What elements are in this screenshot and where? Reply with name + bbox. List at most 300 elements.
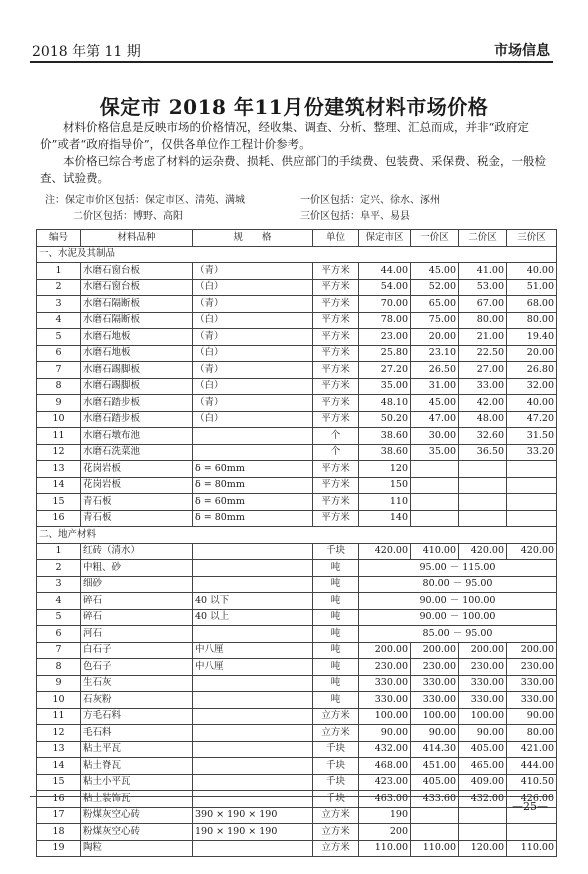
price-zone-2: 409.00 (459, 774, 507, 791)
page-title: 保定市 2018 年11月份建筑材料市场价格 (99, 95, 489, 119)
material-spec: （白） (193, 312, 313, 329)
price-zone-2: 330.00 (459, 692, 507, 709)
price-city: 35.00 (359, 378, 411, 395)
row-number: 11 (37, 428, 81, 445)
price-zone-3: 51.00 (507, 279, 557, 296)
table-header-row (37, 230, 557, 247)
section-row (37, 527, 557, 544)
price-zone-3: 40.00 (507, 395, 557, 412)
price-zone-2 (459, 461, 507, 478)
price-city: 90.00 (359, 725, 411, 742)
price-range: 80.00 － 95.00 (359, 576, 557, 593)
price-city: 78.00 (359, 312, 411, 329)
price-zone-1: 230.00 (411, 659, 459, 676)
table-row (37, 263, 557, 280)
material-unit: 平方米 (313, 329, 359, 346)
material-name: 粘土装饰瓦 (81, 791, 193, 808)
price-city: 110 (359, 494, 411, 511)
price-zone-2: 32.60 (459, 428, 507, 445)
material-unit: 个 (313, 428, 359, 445)
row-number: 5 (37, 329, 81, 346)
price-city: 50.20 (359, 411, 411, 428)
material-name: 中粗、砂 (81, 560, 193, 577)
material-spec: 40 以上 (193, 609, 313, 626)
price-zone-3 (507, 510, 557, 527)
price-zone-2: 465.00 (459, 758, 507, 775)
row-number: 4 (37, 312, 81, 329)
material-name: 水磨石踢脚板 (81, 378, 193, 395)
material-name: 水磨石踏步板 (81, 395, 193, 412)
price-zone-2: 120.00 (459, 840, 507, 857)
material-spec (193, 708, 313, 725)
material-name: 粘土脊瓦 (81, 758, 193, 775)
row-number: 3 (37, 296, 81, 313)
row-number: 12 (37, 725, 81, 742)
price-zone-3: 444.00 (507, 758, 557, 775)
price-zone-3: 33.20 (507, 444, 557, 461)
price-zone-1 (411, 477, 459, 494)
material-spec: （白） (193, 411, 313, 428)
material-unit: 平方米 (313, 345, 359, 362)
material-name: 水磨石窗台板 (81, 279, 193, 296)
material-spec: （青） (193, 296, 313, 313)
row-number: 6 (37, 626, 81, 643)
material-unit: 千块 (313, 791, 359, 808)
price-city: 200.00 (359, 642, 411, 659)
row-number: 14 (37, 477, 81, 494)
table-row (37, 824, 557, 841)
material-unit: 吨 (313, 560, 359, 577)
header-material: 材料品种 (81, 230, 193, 247)
material-name: 粘土小平瓦 (81, 774, 193, 791)
price-zone-1: 110.00 (411, 840, 459, 857)
price-city: 25.80 (359, 345, 411, 362)
price-zone-2: 230.00 (459, 659, 507, 676)
material-unit: 平方米 (313, 461, 359, 478)
price-zone-3: 20.00 (507, 345, 557, 362)
material-spec: （青） (193, 395, 313, 412)
material-name: 碎石 (81, 609, 193, 626)
section-row (37, 246, 557, 263)
intro-paragraph-1: 材料价格信息是反映市场的价格情况，经收集、调查、分析、整理、汇总而成，并非“政府定价”或者“政府指导价”，仅供各单位作工程计价参考。 (40, 120, 529, 151)
price-zone-1 (411, 494, 459, 511)
price-zone-1: 330.00 (411, 675, 459, 692)
price-zone-2: 330.00 (459, 675, 507, 692)
material-spec: （白） (193, 279, 313, 296)
material-name: 粉煤灰空心砖 (81, 807, 193, 824)
price-city: 420.00 (359, 543, 411, 560)
material-name: 粘土平瓦 (81, 741, 193, 758)
material-unit: 平方米 (313, 510, 359, 527)
price-zone-1 (411, 807, 459, 824)
price-zone-2: 42.00 (459, 395, 507, 412)
material-name: 水磨石踏步板 (81, 411, 193, 428)
intro-text (40, 119, 550, 187)
price-zone-3: 26.80 (507, 362, 557, 379)
intro-paragraph-2: 本价格已综合考虑了材料的运杂费、损耗、供应部门的手续费、包装费、采保费、税金，一般检查、试验费。 (40, 154, 546, 185)
material-unit: 千块 (313, 774, 359, 791)
material-name: 水磨石隔断板 (81, 312, 193, 329)
price-zone-2: 21.00 (459, 329, 507, 346)
price-zone-2 (459, 477, 507, 494)
price-zone-2 (459, 510, 507, 527)
price-zone-1: 330.00 (411, 692, 459, 709)
note-city-zone: 注：保定市价区包括：保定市区、清苑、满城 (45, 195, 245, 206)
price-zone-1: 47.00 (411, 411, 459, 428)
table-row (37, 609, 557, 626)
note-zone-3: 三价区包括：阜平、易县 (300, 211, 410, 222)
header-unit: 单位 (313, 230, 359, 247)
row-number: 14 (37, 758, 81, 775)
price-zone-3: 68.00 (507, 296, 557, 313)
table-row (37, 807, 557, 824)
price-zone-1: 52.00 (411, 279, 459, 296)
row-number: 13 (37, 741, 81, 758)
table-row (37, 345, 557, 362)
material-spec: 中八厘 (193, 659, 313, 676)
material-spec: 40 以下 (193, 593, 313, 610)
row-number: 3 (37, 576, 81, 593)
price-city: 190 (359, 807, 411, 824)
material-unit: 平方米 (313, 312, 359, 329)
price-zone-1: 410.00 (411, 543, 459, 560)
price-zone-1 (411, 461, 459, 478)
price-zone-2: 420.00 (459, 543, 507, 560)
price-city: 200 (359, 824, 411, 841)
row-number: 5 (37, 609, 81, 626)
row-number: 15 (37, 494, 81, 511)
material-name: 碎石 (81, 593, 193, 610)
table-row (37, 329, 557, 346)
price-zone-2 (459, 494, 507, 511)
material-unit: 平方米 (313, 378, 359, 395)
material-unit: 千块 (313, 758, 359, 775)
price-zone-1 (411, 824, 459, 841)
row-number: 15 (37, 774, 81, 791)
price-city: 463.00 (359, 791, 411, 808)
table-row (37, 411, 557, 428)
table-row (37, 494, 557, 511)
material-unit: 吨 (313, 576, 359, 593)
row-number: 2 (37, 279, 81, 296)
price-city: 54.00 (359, 279, 411, 296)
material-name: 水磨石洗菜池 (81, 444, 193, 461)
price-zone-2: 48.00 (459, 411, 507, 428)
table-row (37, 461, 557, 478)
material-spec: （青） (193, 329, 313, 346)
section-title: 二、地产材料 (37, 527, 557, 544)
table-row (37, 428, 557, 445)
table-row (37, 725, 557, 742)
material-unit: 平方米 (313, 494, 359, 511)
material-unit: 平方米 (313, 279, 359, 296)
header-zone3-price: 三价区 (507, 230, 557, 247)
material-name: 花岗岩板 (81, 477, 193, 494)
price-zone-2: 405.00 (459, 741, 507, 758)
row-number: 10 (37, 692, 81, 709)
note-zone-2: 二价区包括：博野、高阳 (73, 211, 183, 222)
price-zone-2: 432.00 (459, 791, 507, 808)
row-number: 13 (37, 461, 81, 478)
price-zone-3: 40.00 (507, 263, 557, 280)
table-row (37, 774, 557, 791)
material-spec (193, 840, 313, 857)
material-unit: 立方米 (313, 824, 359, 841)
price-zone-3: 230.00 (507, 659, 557, 676)
material-unit: 平方米 (313, 263, 359, 280)
price-city: 432.00 (359, 741, 411, 758)
price-zone-1: 414.30 (411, 741, 459, 758)
material-unit: 吨 (313, 609, 359, 626)
price-zone-3: 110.00 (507, 840, 557, 857)
price-zone-1: 31.00 (411, 378, 459, 395)
row-number: 8 (37, 378, 81, 395)
row-number: 4 (37, 593, 81, 610)
table-row (37, 593, 557, 610)
material-unit: 吨 (313, 675, 359, 692)
row-number: 16 (37, 791, 81, 808)
price-zone-1: 90.00 (411, 725, 459, 742)
table-row (37, 741, 557, 758)
price-zone-1: 451.00 (411, 758, 459, 775)
price-range: 90.00 － 100.00 (359, 609, 557, 626)
material-name: 色石子 (81, 659, 193, 676)
material-name: 水磨石地板 (81, 329, 193, 346)
price-zone-2: 41.00 (459, 263, 507, 280)
price-city: 330.00 (359, 692, 411, 709)
price-zone-1: 30.00 (411, 428, 459, 445)
row-number: 6 (37, 345, 81, 362)
price-zone-1: 405.00 (411, 774, 459, 791)
price-city: 38.60 (359, 428, 411, 445)
price-city: 70.00 (359, 296, 411, 313)
material-unit: 平方米 (313, 395, 359, 412)
price-zone-2: 33.00 (459, 378, 507, 395)
price-table (36, 229, 557, 857)
material-unit: 立方米 (313, 708, 359, 725)
table-row (37, 675, 557, 692)
price-zone-2: 67.00 (459, 296, 507, 313)
price-zone-2: 200.00 (459, 642, 507, 659)
section-title: 一、水泥及其制品 (37, 246, 557, 263)
material-spec: （白） (193, 378, 313, 395)
table-body (37, 246, 557, 857)
price-city: 110.00 (359, 840, 411, 857)
price-zone-3 (507, 824, 557, 841)
row-number: 19 (37, 840, 81, 857)
header-no: 编号 (37, 230, 81, 247)
price-zone-1: 65.00 (411, 296, 459, 313)
price-city: 38.60 (359, 444, 411, 461)
material-spec (193, 692, 313, 709)
price-zone-1: 20.00 (411, 329, 459, 346)
header-zone1-price: 一价区 (411, 230, 459, 247)
material-name: 红砖（清水） (81, 543, 193, 560)
price-zone-1: 35.00 (411, 444, 459, 461)
price-zone-1: 75.00 (411, 312, 459, 329)
zone-notes (45, 193, 545, 225)
price-zone-3: 330.00 (507, 675, 557, 692)
table-row (37, 576, 557, 593)
material-spec (193, 758, 313, 775)
material-spec (193, 626, 313, 643)
material-spec (193, 675, 313, 692)
material-unit: 个 (313, 444, 359, 461)
material-unit: 吨 (313, 593, 359, 610)
material-unit: 立方米 (313, 725, 359, 742)
material-name: 方毛石料 (81, 708, 193, 725)
table-row (37, 642, 557, 659)
material-name: 青石板 (81, 510, 193, 527)
table-row (37, 378, 557, 395)
row-number: 12 (37, 444, 81, 461)
price-zone-3: 421.00 (507, 741, 557, 758)
material-spec (193, 741, 313, 758)
price-zone-1: 45.00 (411, 263, 459, 280)
table-row (37, 560, 557, 577)
material-unit: 千块 (313, 741, 359, 758)
material-unit: 吨 (313, 626, 359, 643)
row-number: 17 (37, 807, 81, 824)
material-unit: 平方米 (313, 477, 359, 494)
table-row (37, 362, 557, 379)
price-zone-2: 22.50 (459, 345, 507, 362)
issue-label: 2018 年第 11 期 (32, 44, 141, 60)
material-spec: 中八厘 (193, 642, 313, 659)
table-row (37, 758, 557, 775)
row-number: 7 (37, 642, 81, 659)
price-city: 150 (359, 477, 411, 494)
page-number: —25— (512, 800, 548, 813)
table-row (37, 708, 557, 725)
price-zone-1: 200.00 (411, 642, 459, 659)
row-number: 9 (37, 395, 81, 412)
table-row (37, 296, 557, 313)
price-city: 423.00 (359, 774, 411, 791)
price-zone-3: 19.40 (507, 329, 557, 346)
price-city: 27.20 (359, 362, 411, 379)
material-unit: 立方米 (313, 807, 359, 824)
table-row (37, 543, 557, 560)
header-spec: 规 格 (193, 230, 313, 247)
material-name: 水磨石地板 (81, 345, 193, 362)
price-city: 120 (359, 461, 411, 478)
price-zone-3: 330.00 (507, 692, 557, 709)
material-spec: （白） (193, 345, 313, 362)
material-unit: 吨 (313, 642, 359, 659)
row-number: 2 (37, 560, 81, 577)
material-name: 水磨石墩布池 (81, 428, 193, 445)
material-unit: 吨 (313, 659, 359, 676)
material-name: 陶粒 (81, 840, 193, 857)
table-row (37, 791, 557, 808)
price-zone-2: 53.00 (459, 279, 507, 296)
price-zone-3 (507, 477, 557, 494)
material-unit: 平方米 (313, 296, 359, 313)
row-number: 18 (37, 824, 81, 841)
header-city-price: 保定市区 (359, 230, 411, 247)
material-spec: （青） (193, 263, 313, 280)
material-spec (193, 560, 313, 577)
row-number: 9 (37, 675, 81, 692)
price-range: 90.00 － 100.00 (359, 593, 557, 610)
material-spec (193, 444, 313, 461)
material-name: 青石板 (81, 494, 193, 511)
price-zone-3: 90.00 (507, 708, 557, 725)
price-zone-3: 80.00 (507, 312, 557, 329)
table-row (37, 692, 557, 709)
material-unit: 吨 (313, 692, 359, 709)
row-number: 7 (37, 362, 81, 379)
material-unit: 立方米 (313, 840, 359, 857)
price-zone-1 (411, 510, 459, 527)
price-zone-1: 23.10 (411, 345, 459, 362)
material-spec (193, 543, 313, 560)
price-zone-1: 26.50 (411, 362, 459, 379)
material-unit: 平方米 (313, 362, 359, 379)
material-spec: 390 × 190 × 190 (193, 807, 313, 824)
price-city: 48.10 (359, 395, 411, 412)
row-number: 11 (37, 708, 81, 725)
table-row (37, 279, 557, 296)
footer-rule (30, 796, 553, 797)
table-row (37, 312, 557, 329)
price-zone-1: 100.00 (411, 708, 459, 725)
material-name: 生石灰 (81, 675, 193, 692)
price-zone-3: 80.00 (507, 725, 557, 742)
table-row (37, 659, 557, 676)
material-name: 石灰粉 (81, 692, 193, 709)
price-city: 230.00 (359, 659, 411, 676)
material-name: 白石子 (81, 642, 193, 659)
material-name: 水磨石踢脚板 (81, 362, 193, 379)
price-city: 330.00 (359, 675, 411, 692)
price-city: 44.00 (359, 263, 411, 280)
row-number: 1 (37, 543, 81, 560)
table-row (37, 840, 557, 857)
row-number: 16 (37, 510, 81, 527)
price-zone-3: 32.00 (507, 378, 557, 395)
price-city: 100.00 (359, 708, 411, 725)
row-number: 10 (37, 411, 81, 428)
header-zone2-price: 二价区 (459, 230, 507, 247)
material-name: 粉煤灰空心砖 (81, 824, 193, 841)
price-zone-2: 27.00 (459, 362, 507, 379)
price-zone-1: 45.00 (411, 395, 459, 412)
material-spec (193, 791, 313, 808)
material-name: 毛石料 (81, 725, 193, 742)
material-name: 水磨石窗台板 (81, 263, 193, 280)
price-zone-2 (459, 807, 507, 824)
material-spec: δ = 60mm (193, 494, 313, 511)
table-row (37, 477, 557, 494)
material-spec (193, 428, 313, 445)
price-zone-3: 426.00 (507, 791, 557, 808)
price-zone-2: 36.50 (459, 444, 507, 461)
price-zone-1: 433.60 (411, 791, 459, 808)
price-zone-3: 420.00 (507, 543, 557, 560)
price-city: 468.00 (359, 758, 411, 775)
table-row (37, 444, 557, 461)
material-unit: 平方米 (313, 411, 359, 428)
material-name: 细砂 (81, 576, 193, 593)
table-row (37, 510, 557, 527)
material-name: 水磨石隔断板 (81, 296, 193, 313)
material-spec (193, 774, 313, 791)
price-zone-3: 410.50 (507, 774, 557, 791)
price-zone-3 (507, 461, 557, 478)
price-zone-2: 90.00 (459, 725, 507, 742)
